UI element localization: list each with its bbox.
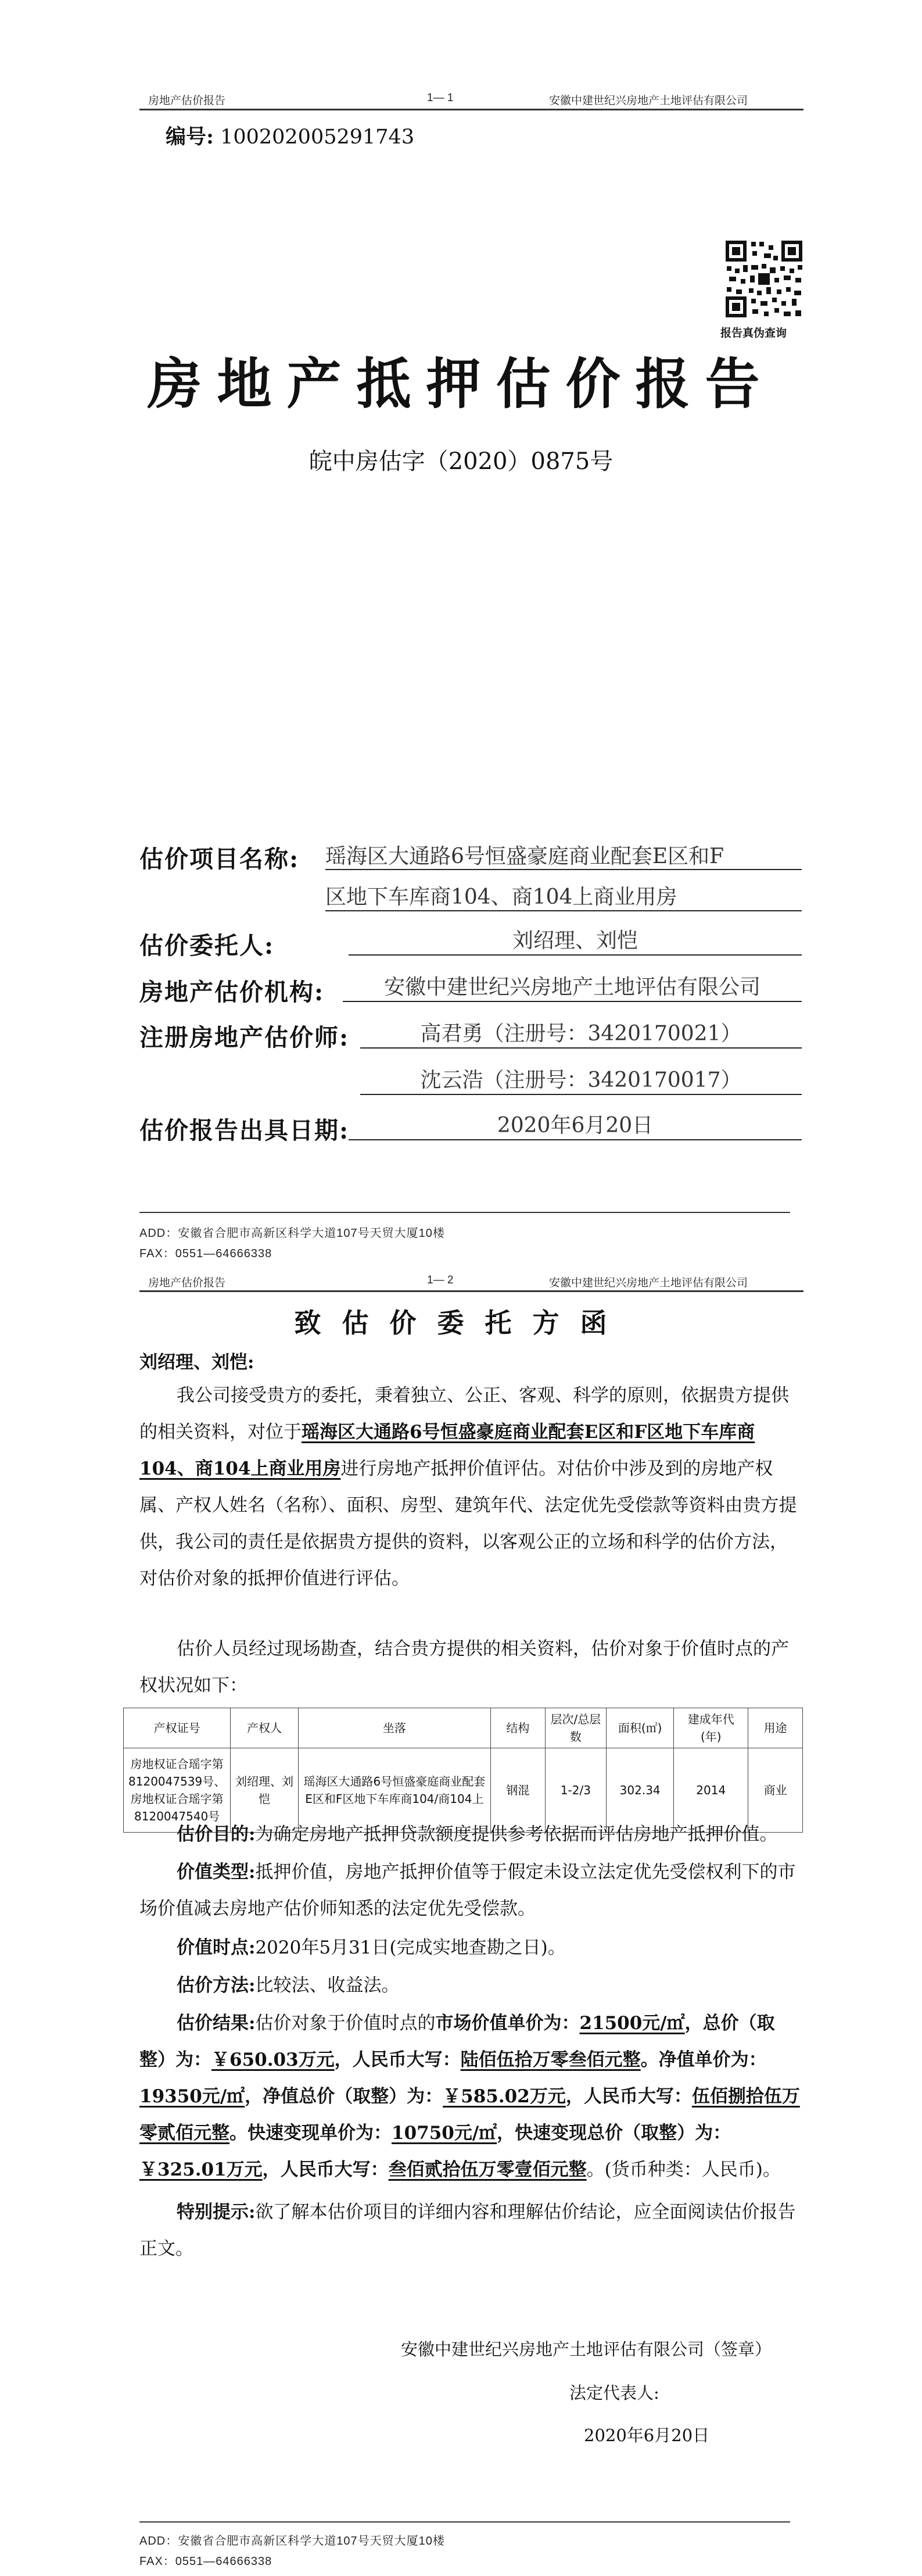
method-label: 估价方法:	[177, 1975, 256, 1996]
market-unit-price: 21500元/㎡	[579, 2013, 685, 2034]
report-date-label: 估价报告出具日期:	[139, 1117, 350, 1144]
qr-caption: 报告真伪查询	[720, 327, 787, 339]
quick-total-words: 叁佰贰拾伍万零壹佰元整	[388, 2159, 587, 2180]
table-header: 坐落	[298, 1708, 490, 1748]
purpose-label: 估价目的:	[177, 1824, 256, 1845]
client-value: 刘绍理、刘恺	[512, 929, 638, 953]
header-page-number-2: 1— 2	[427, 1274, 454, 1286]
project-name-line1: 瑶海区大通路6号恒盛豪庭商业配套E区和F	[325, 845, 724, 868]
property-table	[123, 1708, 803, 1833]
header-left-2: 房地产估价报告	[148, 1277, 226, 1289]
table-header-row	[124, 1708, 803, 1748]
table-cell: 刘绍理、刘恺	[231, 1748, 298, 1833]
footer-fax-2: FAX：0551—64666338	[139, 2555, 272, 2568]
table-cell: 瑶海区大通路6号恒盛豪庭商业配套E区和F区地下车库商104/商104上	[298, 1748, 490, 1833]
header-right-2: 安徽中建世纪兴房地产土地评估有限公司	[549, 1277, 748, 1289]
table-header: 层次/总层数	[545, 1708, 606, 1748]
paragraph-1-a: 我公司接受贵方的委托，秉着独立、公正、客观、科学的原则，依据贵方提供的相关资料，对位于	[139, 1385, 789, 1443]
table-cell: 钢混	[490, 1748, 545, 1833]
value-time-paragraph	[139, 1930, 802, 1966]
report-number	[166, 121, 414, 150]
value-type-label: 价值类型:	[177, 1862, 256, 1883]
result-text: 。快速变现单价为：	[229, 2123, 392, 2144]
table-cell: 2014	[674, 1748, 748, 1833]
result-text: 估价对象于价值时点的	[255, 2013, 436, 2034]
project-name-underline-1	[325, 869, 802, 870]
net-total-words: 伍佰捌拾伍万零贰佰元整	[139, 2086, 800, 2144]
method-text: 比较法、收益法。	[255, 1975, 400, 1996]
appraiser-label: 注册房地产估价师:	[139, 1024, 350, 1051]
header-left: 房地产估价报告	[148, 95, 226, 107]
qr-code-icon[interactable]	[723, 238, 805, 320]
purpose-text: 为确定房地产抵押贷款额度提供参考依据而评估房地产抵押价值。	[255, 1824, 778, 1845]
table-header: 用途	[748, 1708, 803, 1748]
note-paragraph	[139, 2194, 802, 2267]
paragraph-1-property: 瑶海区大通路6号恒盛豪庭商业配套E区和F区地下车库商104、商104上商业用房	[139, 1422, 755, 1479]
result-text: ，总价（取整）为：	[139, 2013, 775, 2070]
result-text: 市场价值单价为：	[435, 2013, 580, 2034]
agency-label: 房地产估价机构:	[139, 978, 325, 1006]
salutation: 刘绍理、刘恺:	[139, 1352, 254, 1373]
appraiser-1: 高君勇（注册号：3420170021）	[420, 1022, 742, 1046]
result-text: ，净值总价（取整）为：	[245, 2086, 443, 2107]
sign-company: 安徽中建世纪兴房地产土地评估有限公司（签章）	[401, 2339, 772, 2359]
result-text: ，人民币大写：	[334, 2049, 461, 2070]
result-text: 。净值单价为：	[640, 2049, 767, 2070]
report-date-underline	[349, 1139, 802, 1140]
value-type-text: 抵押价值，房地产抵押价值等于假定未设立法定优先受偿权利下的市场价值减去房地产估价师知悉的法定优先受偿款。	[139, 1862, 796, 1919]
table-header: 结构	[490, 1708, 545, 1748]
footer-rule-1	[139, 1212, 790, 1213]
header-right: 安徽中建世纪兴房地产土地评估有限公司	[549, 95, 748, 107]
report-subtitle: 皖中房估字（2020）0875号	[308, 448, 614, 475]
report-number-value: 100202005291743	[220, 126, 415, 149]
appraiser-2: 沈云浩（注册号：3420170017）	[420, 1068, 742, 1092]
paragraph-2: 估价人员经过现场勘查，结合贵方提供的相关资料，估价对象于价值时点的产权状况如下：	[139, 1638, 789, 1696]
quick-unit-price: 10750元/㎡	[392, 2123, 497, 2144]
sign-date: 2020年6月20日	[584, 2425, 710, 2445]
purpose-paragraph	[139, 1816, 802, 1853]
footer-rule-2	[139, 2521, 790, 2523]
table-header: 产权证号	[124, 1708, 231, 1748]
paragraph-1-c: 进行房地产抵押价值评估。对估价中涉及到的房地产权属、产权人姓名（名称）、面积、房型、建筑年代、法定优先受偿款等资料由贵方提供，我公司的责任是依据贵方提供的资料，以客观公正的立场和科学的估价方法，对估价对象的抵押价值进行评估。	[139, 1458, 797, 1589]
agency-underline	[343, 1001, 802, 1002]
letter-title: 致估价委托方函	[294, 1307, 628, 1339]
result-label: 估价结果:	[177, 2013, 256, 2034]
report-number-label: 编号:	[166, 125, 214, 149]
net-total-price: ￥585.02万元	[443, 2086, 566, 2107]
result-text: ，人民币大写：	[262, 2159, 389, 2180]
report-date-value: 2020年6月20日	[497, 1114, 654, 1137]
header-page-number: 1— 1	[427, 92, 454, 104]
table-cell: 1-2/3	[545, 1748, 606, 1833]
market-total-price: ￥650.03万元	[211, 2049, 335, 2070]
agency-value: 安徽中建世纪兴房地产土地评估有限公司	[383, 975, 760, 999]
table-header: 面积(㎡)	[606, 1708, 673, 1748]
table-header: 建成年代(年)	[674, 1708, 748, 1748]
note-text: 欲了解本估价项目的详细内容和理解估价结论，应全面阅读估价报告正文。	[139, 2202, 796, 2259]
project-name-line2: 区地下车库商104、商104上商业用房	[325, 885, 677, 909]
table-cell: 302.34	[606, 1748, 673, 1833]
client-underline	[349, 954, 802, 956]
sign-representative: 法定代表人:	[569, 2383, 659, 2403]
value-time-text: 2020年5月31日(完成实地查勘之日)。	[255, 1937, 566, 1958]
value-type-paragraph	[139, 1854, 802, 1927]
method-paragraph	[139, 1967, 802, 2004]
table-header: 产权人	[231, 1708, 298, 1748]
result-text: ，人民币大写：	[565, 2086, 692, 2107]
client-label: 估价委托人:	[139, 932, 275, 960]
appraiser-2-underline	[360, 1094, 802, 1095]
footer-address-2: ADD：安徽省合肥市高新区科学大道107号天贸大厦10楼	[139, 2535, 445, 2548]
paragraph-1	[139, 1378, 802, 1597]
table-cell: 商业	[748, 1748, 803, 1833]
project-name-underline-2	[325, 910, 802, 911]
net-unit-price: 19350元/㎡	[139, 2086, 245, 2107]
result-text: ，快速变现总价（取整）为：	[497, 2123, 731, 2144]
result-paragraph	[139, 2005, 802, 2188]
report-title: 房地产抵押估价报告	[147, 353, 775, 416]
project-name-label: 估价项目名称:	[139, 845, 300, 873]
header-rule-2	[139, 1290, 803, 1292]
table-cell: 房地权证合瑶字第8120047539号、房地权证合瑶字第8120047540号	[124, 1748, 231, 1833]
value-time-label: 价值时点:	[177, 1937, 256, 1958]
note-label: 特别提示:	[177, 2202, 256, 2223]
market-total-words: 陆佰伍拾万零叁佰元整	[460, 2049, 641, 2070]
quick-total-price: ￥325.01万元	[139, 2159, 263, 2180]
appraiser-1-underline	[360, 1047, 802, 1049]
footer-address-1: ADD：安徽省合肥市高新区科学大道107号天贸大厦10楼	[139, 1227, 445, 1240]
footer-fax-1: FAX：0551—64666338	[139, 1247, 272, 1260]
result-text: 。(货币种类：人民币)。	[586, 2159, 781, 2180]
header-rule	[139, 109, 803, 110]
